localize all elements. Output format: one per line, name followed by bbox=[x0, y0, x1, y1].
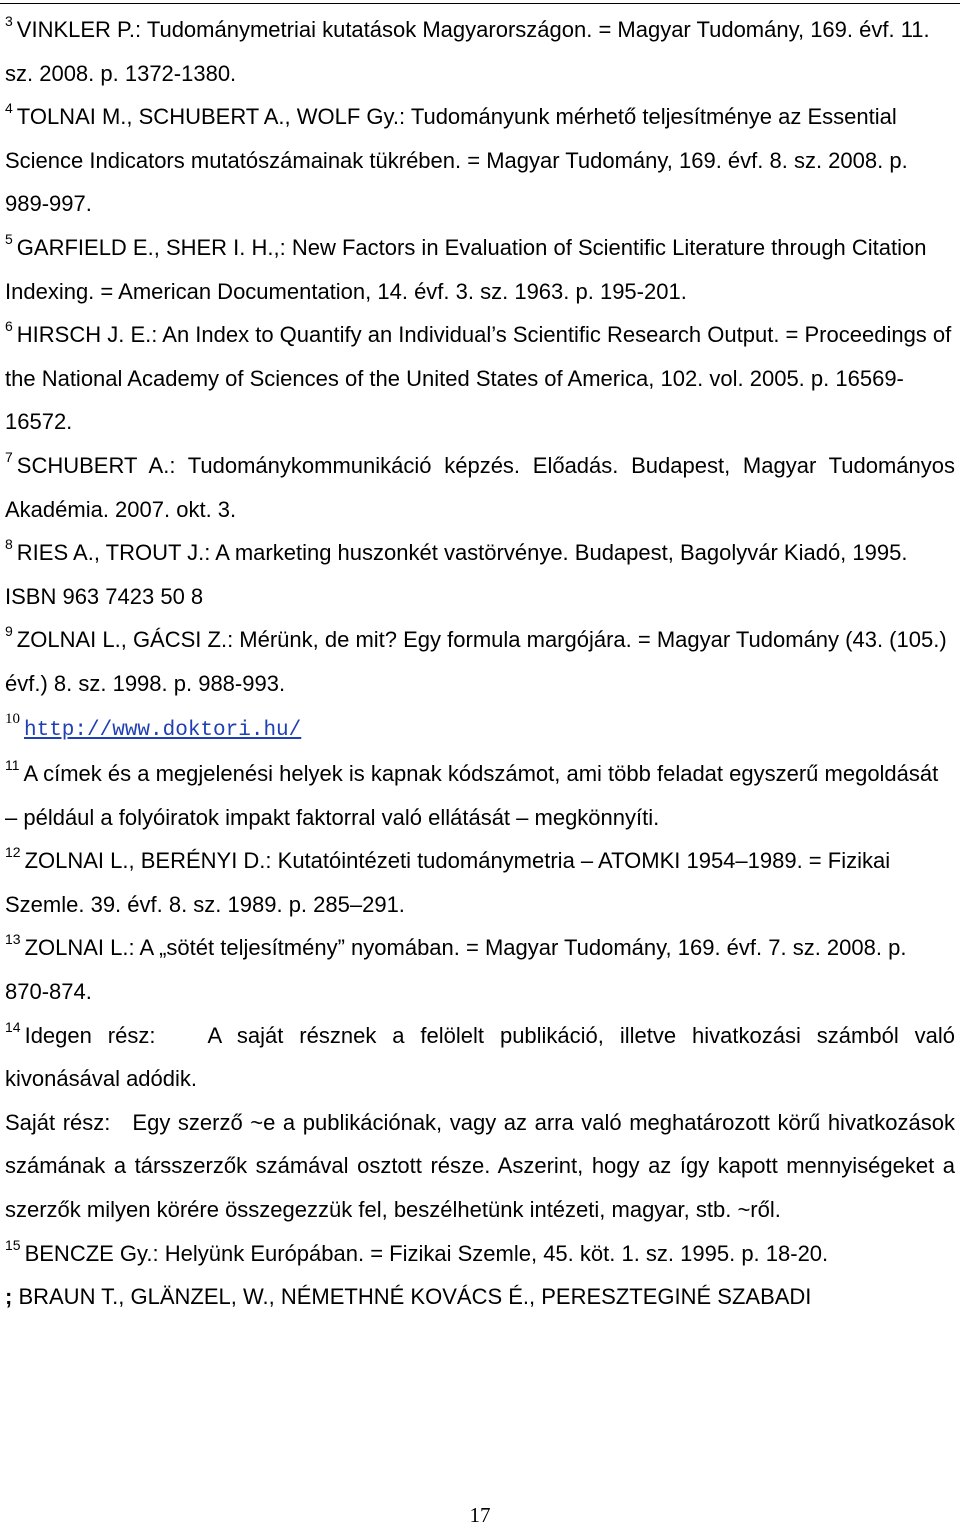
footnote-number: 12 bbox=[5, 844, 21, 861]
definition-label: Idegen rész: bbox=[24, 1022, 156, 1048]
page-number: 17 bbox=[469, 1503, 491, 1527]
footnote-10 bbox=[5, 706, 955, 753]
footnote-4 bbox=[5, 95, 955, 226]
footnote-text: GARFIELD E., SHER I. H.,: New Factors in Evaluation of Scientific Literature through Citation Indexing. = American Documentation, 14. évf. 3. sz. 1963. p. 195-201. bbox=[5, 234, 927, 304]
footnote-5 bbox=[5, 226, 955, 313]
footnote-text: ZOLNAI L.: A „sötét teljesítmény” nyomában. = Magyar Tudomány, 169. évf. 7. sz. 2008. p. 870-874. bbox=[5, 935, 907, 1005]
footnote-number: 15 bbox=[5, 1236, 21, 1253]
footnote-7 bbox=[5, 444, 955, 531]
footnote-number: 7 bbox=[5, 448, 13, 465]
definition-text: Egy szerző ~e a publikációnak, vagy az arra való meghatározott körű hivatkozások számának a társszerzők számával osztott része. Aszerint, hogy az így kapott mennyiségeket a szerzők milyen körére összegezzük fel, beszélhetünk intézeti, magyar, stb. ~ről. bbox=[5, 1109, 955, 1223]
footnote-14 bbox=[5, 1014, 955, 1101]
footnote-number: 11 bbox=[5, 757, 20, 774]
footnote-text: BENCZE Gy.: Helyünk Európában. = Fizikai Szemle, 45. köt. 1. sz. 1995. p. 18-20. bbox=[24, 1240, 829, 1266]
footnote-number: 9 bbox=[5, 623, 13, 640]
footnote-text: TOLNAI M., SCHUBERT A., WOLF Gy.: Tudományunk mérhető teljesítménye az Essential Science Indicators mutatószámainak tükrében. = Magyar Tudomány, 169. évf. 8. sz. 2008. p. 989-997. bbox=[5, 104, 908, 217]
footnote-text: SCHUBERT A.: Tudománykommunikáció képzés. Előadás. Budapest, Magyar Tudományos Akadémia. 2007. okt. 3. bbox=[5, 452, 955, 522]
footnote-6 bbox=[5, 313, 955, 444]
footnotes-section bbox=[5, 8, 955, 1319]
footnote-15-continuation bbox=[5, 1275, 955, 1319]
footnote-3 bbox=[5, 8, 955, 95]
footnote-number: 10 bbox=[5, 710, 20, 727]
definition-text: A saját résznek a felölelt publikáció, illetve hivatkozási számból való kivonásával adódik. bbox=[5, 1022, 956, 1092]
footnote-text: ZOLNAI L., GÁCSI Z.: Mérünk, de mit? Egy formula margójára. = Magyar Tudomány (43. (105.) évf.) 8. sz. 1998. p. 988-993. bbox=[5, 627, 947, 696]
semicolon-mark: ; bbox=[5, 1284, 13, 1310]
footnote-number: 4 bbox=[5, 100, 13, 117]
footnote-text: HIRSCH J. E.: An Index to Quantify an Individual’s Scientific Research Output. = Proceedings of the National Academy of Sciences of the United States of America, 102. vol. 2005. p. 16569-16572. bbox=[5, 322, 952, 435]
footnote-text: VINKLER P.: Tudománymetriai kutatások Magyarországon. = Magyar Tudomány, 169. évf. 11. sz. 2008. p. 1372-1380. bbox=[5, 17, 930, 86]
footnote-text: BRAUN T., GLÄNZEL, W., NÉMETHNÉ KOVÁCS É., PERESZTEGINÉ SZABADI bbox=[12, 1284, 812, 1310]
footnote-11 bbox=[5, 752, 955, 839]
footnote-13 bbox=[5, 926, 955, 1013]
footnote-text: A címek és a megjelenési helyek is kapnak kódszámot, ami több feladat egyszerű megoldását – például a folyóiratok impakt faktorral való ellátását – megkönnyíti. bbox=[5, 761, 939, 830]
footnote-text: ZOLNAI L., BERÉNYI D.: Kutatóintézeti tudománymetria – ATOMKI 1954–1989. = Fizikai Szemle. 39. évf. 8. sz. 1989. p. 285–291. bbox=[5, 848, 891, 917]
footnote-number: 6 bbox=[5, 318, 13, 335]
definition-label: Saját rész: bbox=[5, 1109, 111, 1135]
footnote-12 bbox=[5, 839, 955, 926]
footnote-number: 13 bbox=[5, 931, 21, 948]
footnote-number: 3 bbox=[5, 13, 13, 29]
footnote-number: 14 bbox=[5, 1018, 21, 1035]
footnote-number: 8 bbox=[5, 536, 13, 553]
footnote-9 bbox=[5, 618, 955, 705]
definition-own-part bbox=[5, 1101, 955, 1232]
top-rule bbox=[0, 3, 960, 4]
doktori-link[interactable]: http://www.doktori.hu/ bbox=[24, 718, 302, 742]
footnote-8 bbox=[5, 531, 955, 618]
footnote-text: RIES A., TROUT J.: A marketing huszonkét vastörvénye. Budapest, Bagolyvár Kiadó, 1995. ISBN 963 7423 50 8 bbox=[5, 540, 908, 609]
footnote-number: 5 bbox=[5, 230, 13, 247]
footnote-15 bbox=[5, 1232, 955, 1276]
